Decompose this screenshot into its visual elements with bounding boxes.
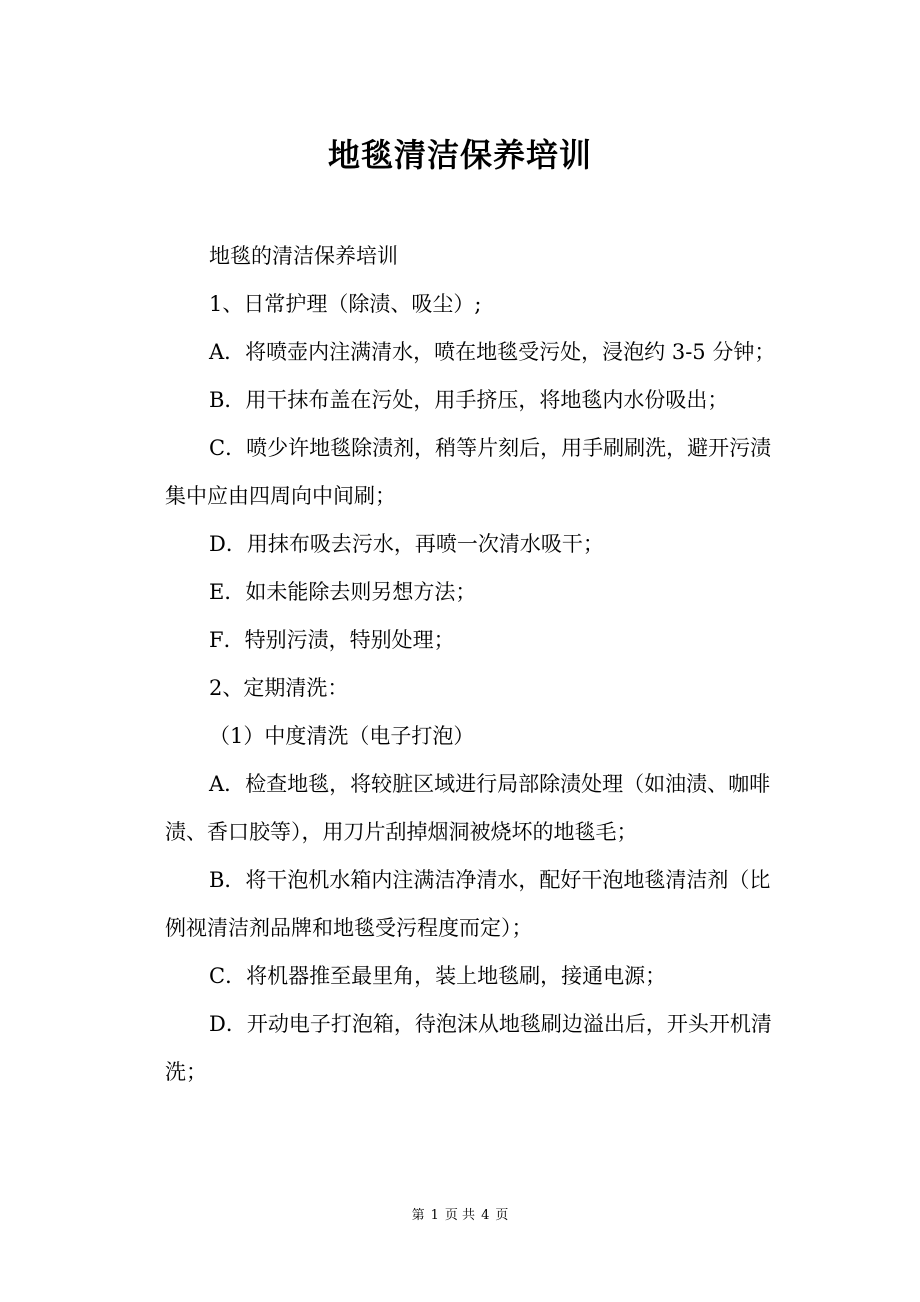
paragraph-intro: 地毯的清洁保养培训 (209, 244, 398, 268)
paragraph-step-e: E．如未能除去则另想方法； (209, 580, 477, 604)
page-footer (0, 1206, 920, 1226)
paragraph-step-c: C．喷少许地毯除渍剂，稍等片刻后，用手刷刷洗，避开污渍集中应由四周向中间刷； (165, 436, 772, 508)
footer-label-page: 第 (411, 1208, 425, 1223)
footer-label-of: 页 共 (444, 1208, 476, 1223)
paragraph-sub-step-d: D．开动电子打泡箱，待泡沫从地毯刷边溢出后，开头开机清洗； (165, 1012, 772, 1084)
paragraph-section-2: 2、定期清洗： (209, 676, 349, 700)
document-title: 地毯清洁保养培训 (327, 136, 592, 174)
paragraph-section-1: 1、日常护理（除渍、吸尘）; (209, 292, 482, 316)
footer-current-page: 1 (430, 1208, 439, 1223)
paragraph-subsection-1: （1）中度清洗（电子打泡） (209, 724, 475, 748)
footer-total-pages: 4 (481, 1208, 490, 1223)
paragraph-step-a: A．将喷壶内注满清水，喷在地毯受污处，浸泡约 3-5 分钟； (209, 340, 776, 364)
footer-label-end: 页 (495, 1208, 509, 1223)
paragraph-step-d: D．用抹布吸去污水，再喷一次清水吸干； (209, 532, 604, 556)
document-body (165, 232, 785, 1096)
paragraph-sub-step-a: A．检查地毯，将较脏区域进行局部除渍处理（如油渍、咖啡渍、香口胶等），用刀片刮掉烟洞被烧坏的地毯毛； (165, 772, 771, 844)
paragraph-step-f: F．特别污渍，特别处理； (209, 628, 455, 652)
paragraph-sub-step-b: B．将干泡机水箱内注满洁净清水，配好干泡地毯清洁剂（比例视清洁剂品牌和地毯受污程度而定）； (165, 868, 771, 940)
paragraph-step-b: B．用干抹布盖在污处，用手挤压，将地毯内水份吸出； (209, 388, 729, 412)
paragraph-sub-step-c: C．将机器推至最里角，装上地毯刷，接通电源； (209, 964, 667, 988)
